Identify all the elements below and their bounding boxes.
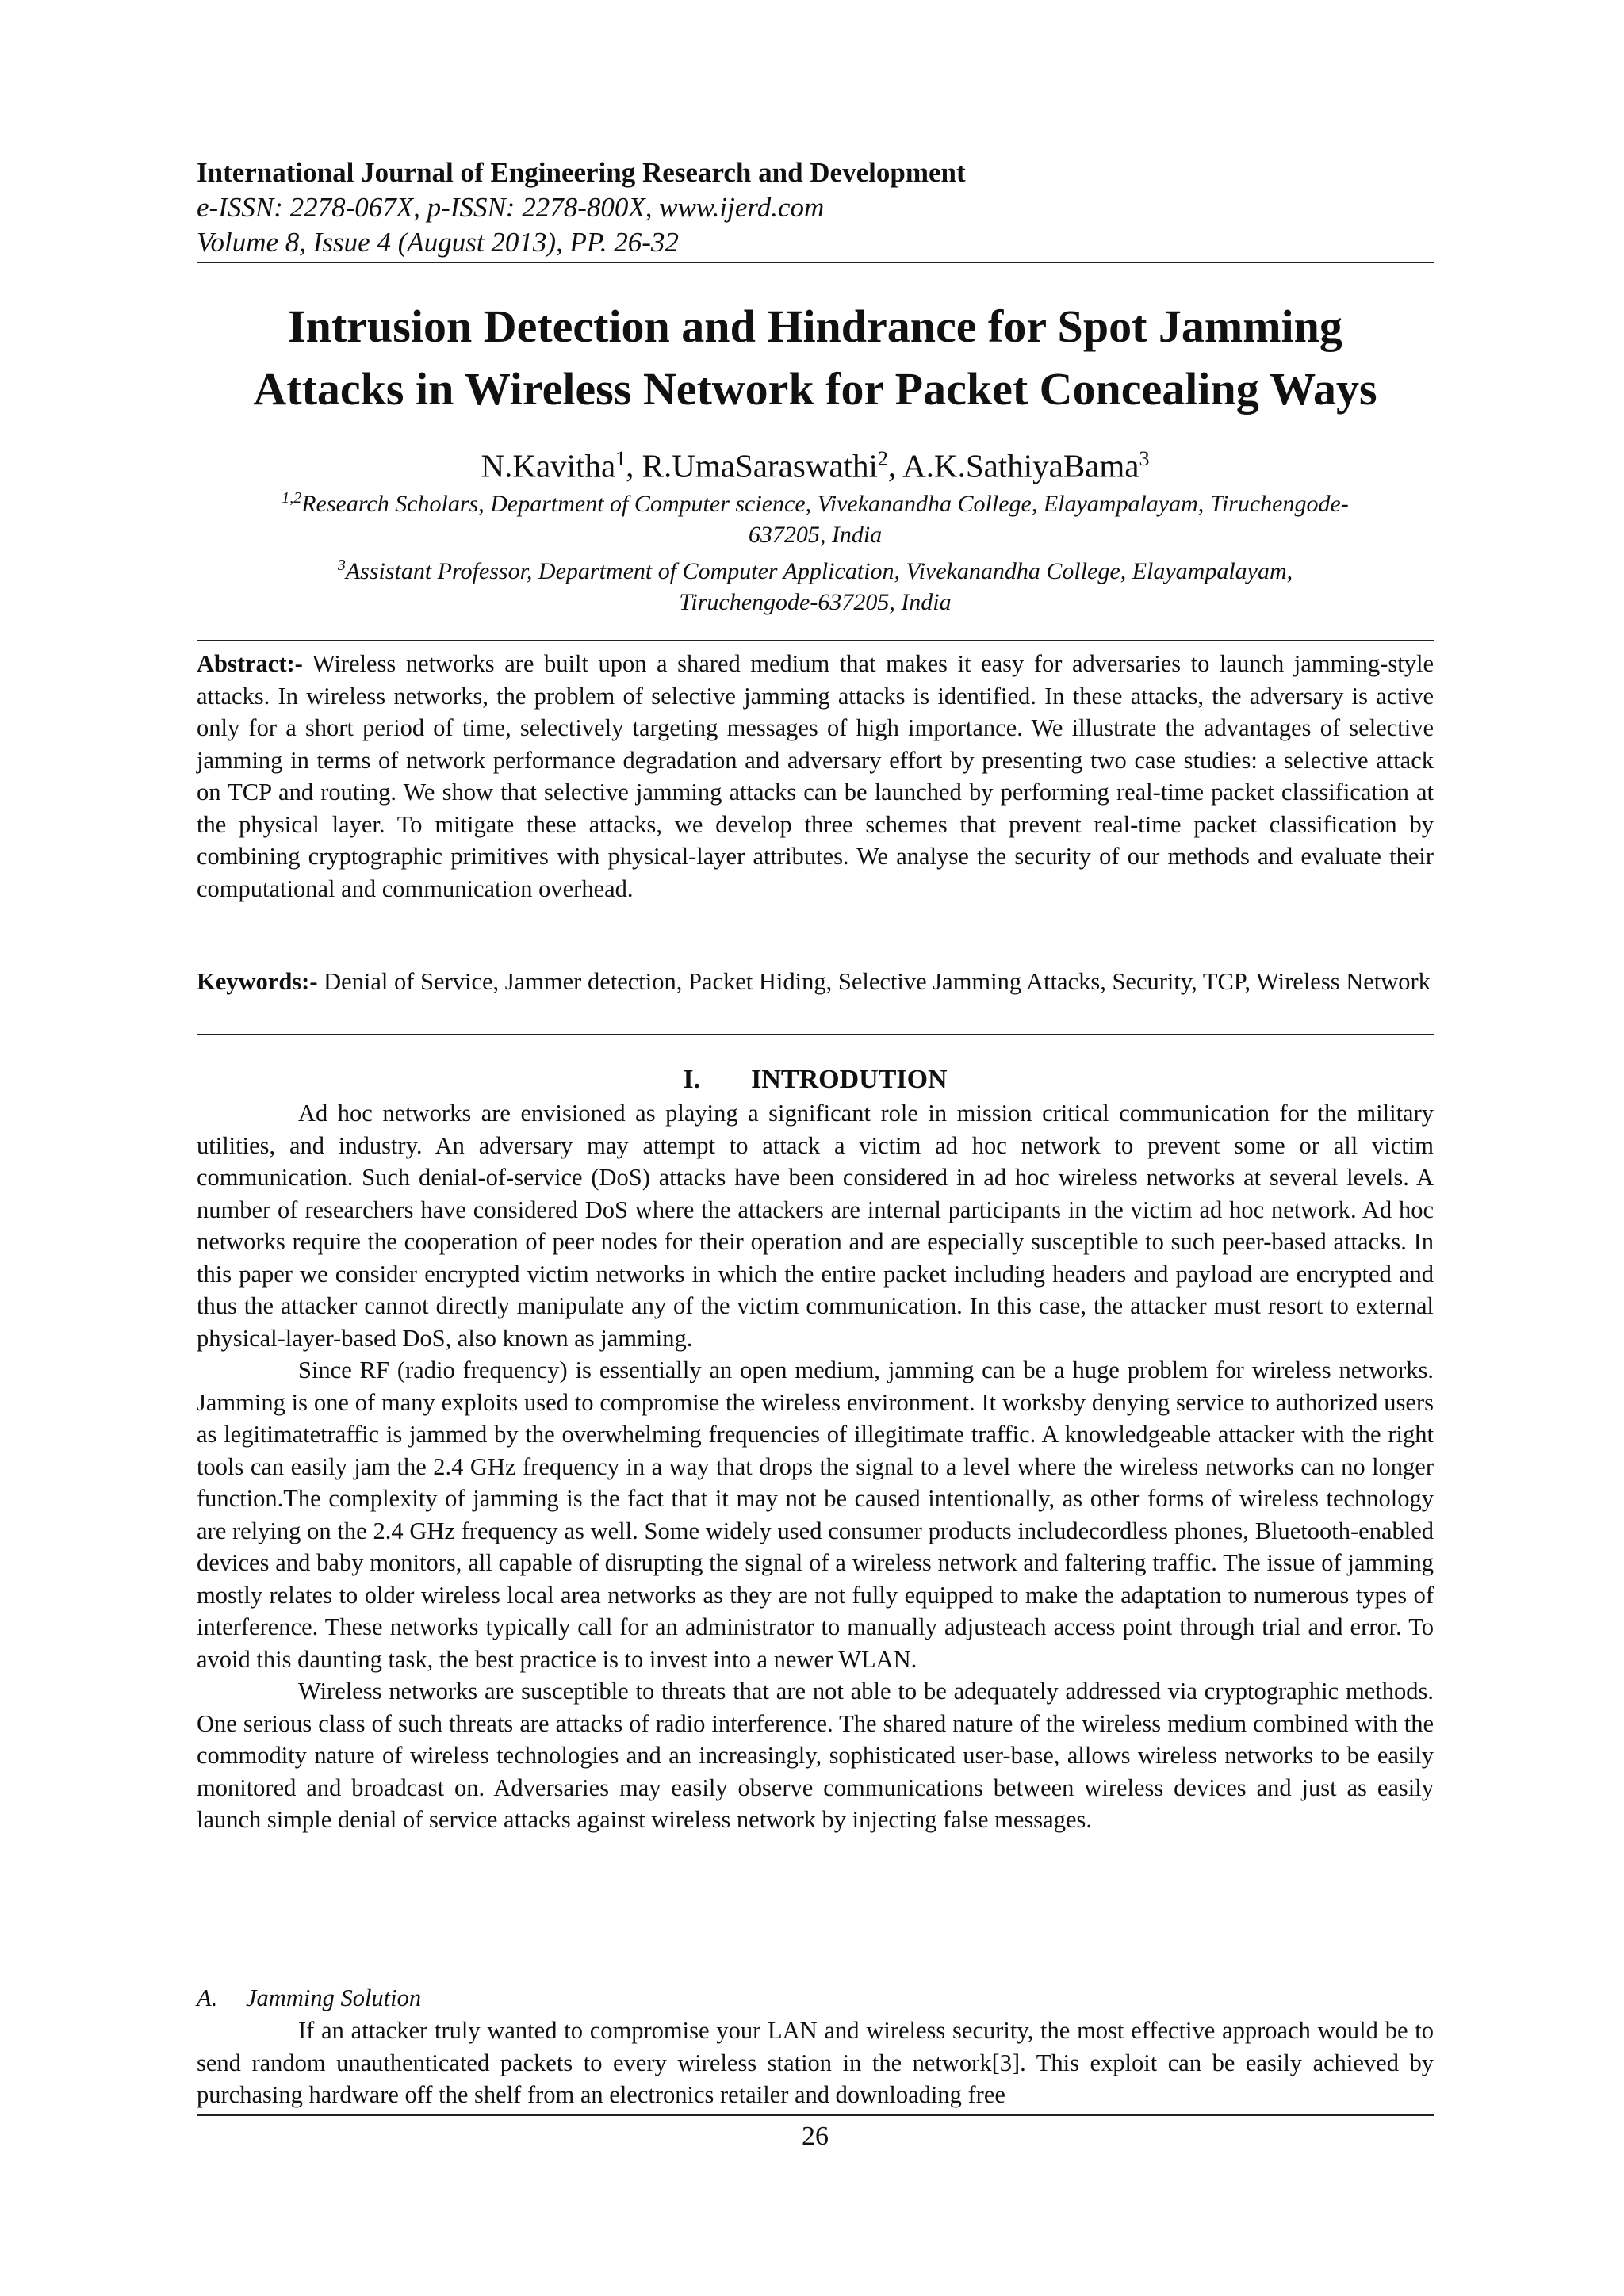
- paragraph: Wireless networks are susceptible to threats that are not able to be adequately addressed via cryptographic methods. One serious class of such threats are attacks of radio interference. The shared nature of the wireless medium combined with the commodity nature of wireless technologies and an increasingly, sophisticated user-base, allows wireless networks to be easily monitored and broadcast on. Adversaries may easily observe communications between wireless devices and just as easily launch simple denial of service attacks against wireless network by injecting false messages.: [197, 1678, 1434, 1833]
- keywords-bottom-rule: [197, 1034, 1434, 1035]
- affiliation-sup: 3: [337, 557, 346, 574]
- abstract-text: Wireless networks are built upon a shared medium that makes it easy for adversaries to launch jamming-style attacks. In wireless networks, the problem of selective jamming attacks is identified. In these attacks, the adversary is active only for a short period of time, selectively targeting messages of high importance. We illustrate the advantages of selective jamming in terms of network performance degradation and adversary effort by presenting two case studies: a selective attack on TCP and routing. We show that selective jamming attacks can be launched by performing real-time packet classification at the physical layer. To mitigate these attacks, we develop three schemes that prevent real-time packet classification by combining cryptographic primitives with physical-layer attributes. We analyse the security of our methods and evaluate their computational and communication overhead.: [197, 650, 1434, 902]
- abstract-top-rule: [197, 640, 1434, 641]
- author-name: R.UmaSaraswathi: [642, 447, 878, 484]
- keywords-text: Denial of Service, Jammer detection, Packet Hiding, Selective Jamming Attacks, Security, TCP, Wireless Network: [317, 968, 1431, 995]
- affiliations: [197, 483, 1434, 618]
- section-title: INTRODUTION: [751, 1065, 948, 1094]
- journal-name: International Journal of Engineering Research and Development: [197, 157, 966, 188]
- section-number: I.: [683, 1065, 701, 1094]
- subsection-heading: [197, 1982, 1434, 2015]
- abstract-label: Abstract:-: [197, 650, 303, 677]
- author-sup: 3: [1139, 447, 1150, 470]
- title-line-2: Attacks in Wireless Network for Packet Concealing Ways: [253, 363, 1377, 415]
- paragraph: If an attacker truly wanted to compromise your LAN and wireless security, the most effective approach would be to send random unauthenticated packets to every wireless station in the network[3]. This exploit can be easily achieved by purchasing hardware off the shelf from an electronics retailer and downloading free: [197, 2017, 1434, 2108]
- affiliation-1: $^{1,2}$Research Scholars, Department of Computer science, Vivekanandha College, Elayampalayam, Tiruchengode-: [282, 489, 1349, 517]
- header-rule: [197, 262, 1434, 263]
- author-name: A.K.SathiyaBama: [902, 447, 1139, 484]
- author-sep: ,: [887, 447, 903, 484]
- affiliation-sup: 1,2: [282, 489, 302, 507]
- affiliation-1-cont: 637205, India: [748, 522, 883, 548]
- paragraph: Ad hoc networks are envisioned as playing a significant role in mission critical communication for the military utilities, and industry. An adversary may attempt to attack a victim ad hoc network to prevent some or all victim communication. Such denial-of-service (DoS) attacks have been considered in ad hoc wireless networks at several levels. A number of researchers have considered DoS where the attackers are internal participants in the victim ad hoc network. Ad hoc networks require the cooperation of peer nodes for their operation and are especially susceptible to such peer-based attacks. In this paper we consider encrypted victim networks in which the entire packet including headers and payload are encrypted and thus the attacker cannot directly manipulate any of the victim communication. In this case, the attacker must resort to external physical-layer-based DoS, also known as jamming.: [197, 1100, 1434, 1352]
- author-name: N.Kavitha: [481, 447, 616, 484]
- author-sep: ,: [626, 447, 642, 484]
- author-sup: 1: [615, 447, 626, 470]
- author-sup: 2: [877, 447, 888, 470]
- affiliation-2: $^3$Assistant Professor, Department of Computer Application, Vivekanandha College, Elayampalayam,: [337, 557, 1293, 584]
- author-list: [197, 438, 1434, 487]
- subsection-title: Jamming Solution: [246, 1984, 422, 2011]
- subsection-body: [197, 2015, 1434, 2111]
- keywords: [197, 966, 1434, 998]
- paper-title: [197, 295, 1434, 420]
- subsection-letter: A.: [197, 1984, 218, 2011]
- footer-rule: [197, 2114, 1434, 2116]
- journal-header: [197, 155, 1434, 260]
- issn-line: e-ISSN: 2278-067X, p-ISSN: 2278-800X, www.ijerd.com: [197, 192, 825, 223]
- volume-line: Volume 8, Issue 4 (August 2013), PP. 26-32: [197, 227, 679, 258]
- title-line-1: Intrusion Detection and Hindrance for Spot Jamming: [288, 300, 1342, 352]
- page-number: 26: [802, 2122, 829, 2151]
- introduction-body: [197, 1097, 1434, 1836]
- affiliation-2-cont: Tiruchengode-637205, India: [679, 589, 952, 615]
- abstract: [197, 648, 1434, 905]
- keywords-label: Keywords:-: [197, 968, 318, 995]
- paragraph: Since RF (radio frequency) is essentially an open medium, jamming can be a huge problem for wireless networks. Jamming is one of many exploits used to compromise the wireless environment. It worksby denying service to authorized users as legitimatetraffic is jammed by the overwhelming frequencies of illegitimate traffic. A knowledgeable attacker with the right tools can easily jam the 2.4 GHz frequency in a way that drops the signal to a level where the wireless networks can no longer function.The complexity of jamming is the fact that it may not be caused intentionally, as other forms of wireless technology are relying on the 2.4 GHz frequency as well. Some widely used consumer products includecordless phones, Bluetooth-enabled devices and baby monitors, all capable of disrupting the signal of a wireless network and faltering traffic. The issue of jamming mostly relates to older wireless local area networks as they are not fully equipped to make the adaptation to numerous types of interference. These networks typically call for an administrator to manually adjusteach access point through trial and error. To avoid this daunting task, the best practice is to invest into a newer WLAN.: [197, 1357, 1434, 1673]
- section-heading: [197, 1062, 1434, 1097]
